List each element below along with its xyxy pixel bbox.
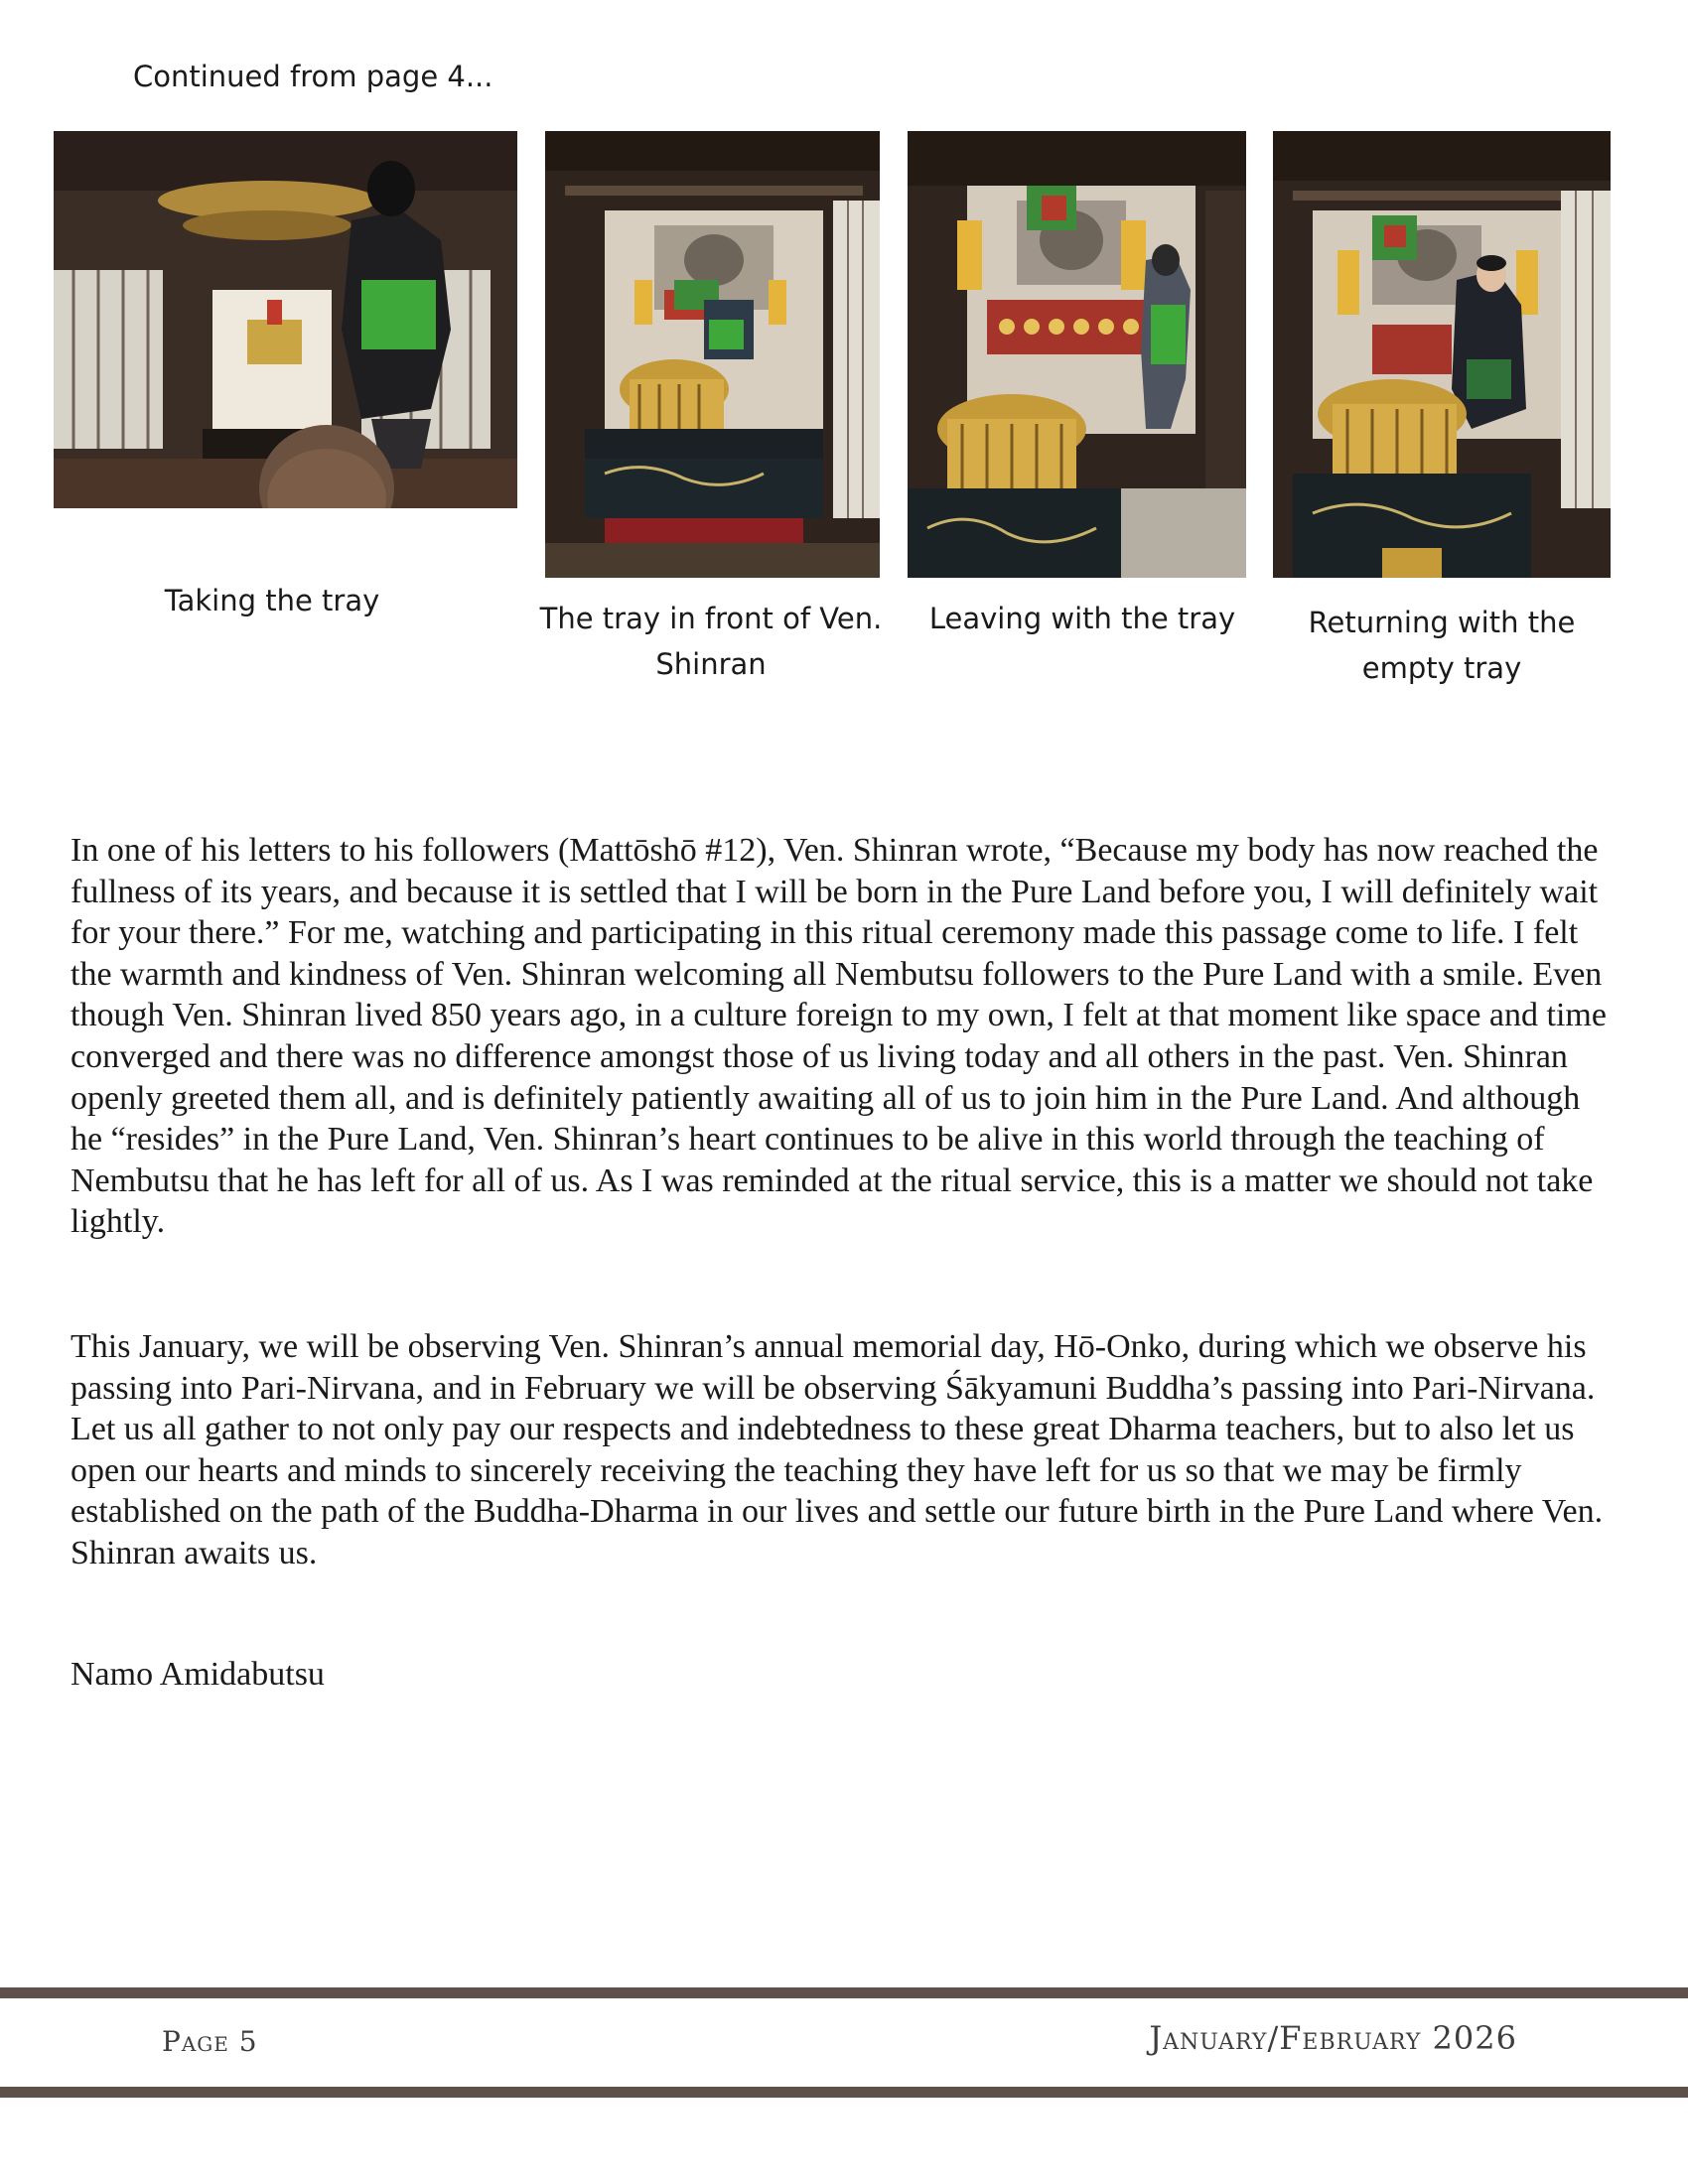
caption-line: Returning with the	[1308, 606, 1576, 639]
article-paragraph: In one of his letters to his followers (Mattōshō #12), Ven. Shinran wrote, “Because my body has now reached the fullness of its years, and because it is settled that I will be born in the Pure Land before you, I will definitely wait for your there.” For me, watching and participating in this ritual ceremony made this passage come to life. I felt the warmth and kindness of Ven. Shinran welcoming all Nembutsu followers to the Pure Land with a smile. Even though Ven. Shinran lived 850 years ago, in a culture foreign to my own, I felt at that moment like space and time converged and there was no difference amongst those of us living today and all others in the past. Ven. Shinran openly greeted them all, and is definitely patiently awaiting all of us to join him in the Pure Land. And although he “resides” in the Pure Land, Ven. Shinran’s heart continues to be alive in this world through the teaching of Nembutsu that he has left for all of us. As I was reminded at the ritual service, this is a matter we should not take lightly.	[70, 832, 1607, 1241]
caption-line: Shinran	[655, 647, 767, 681]
issue-date: January/February 2026	[1149, 2019, 1517, 2057]
photo-taking-the-tray	[54, 131, 517, 508]
photo-returning-empty-tray	[1273, 131, 1611, 578]
photo-caption	[54, 578, 491, 623]
photo-tray-in-front	[545, 131, 880, 578]
caption-line: Leaving with the tray	[928, 602, 1236, 635]
page-number: Page 5	[162, 2025, 258, 2058]
footer-rule	[0, 1987, 1688, 1998]
article-paragraph: This January, we will be observing Ven. Shinran’s annual memorial day, Hō-Onko, during which we observe his passing into Pari-Nirvana, and in February we will be observing Śākyamuni Buddha’s passing into Pari-Nirvana. Let us all gather to not only pay our respects and indebtedness to these great Dharma teachers, but to also let us open our hearts and minds to sincerely receiving the teaching they have left for us so that we may be firmly established on the path of the Buddha-Dharma in our lives and settle our future birth in the Pure Land where Ven. Shinran awaits us.	[70, 1328, 1604, 1571]
photo-caption	[1263, 600, 1620, 691]
continued-note: Continued from page 4...	[133, 60, 493, 93]
caption-line: empty tray	[1361, 651, 1522, 685]
footer-rule	[0, 2087, 1688, 2098]
photo-caption	[899, 596, 1266, 641]
closing-line: Namo Amidabutsu	[70, 1656, 325, 1693]
caption-line: Taking the tray	[164, 584, 380, 617]
caption-line: The tray in front of Ven.	[539, 602, 883, 635]
photo-leaving-with-tray	[908, 131, 1246, 578]
photo-caption	[525, 596, 897, 687]
